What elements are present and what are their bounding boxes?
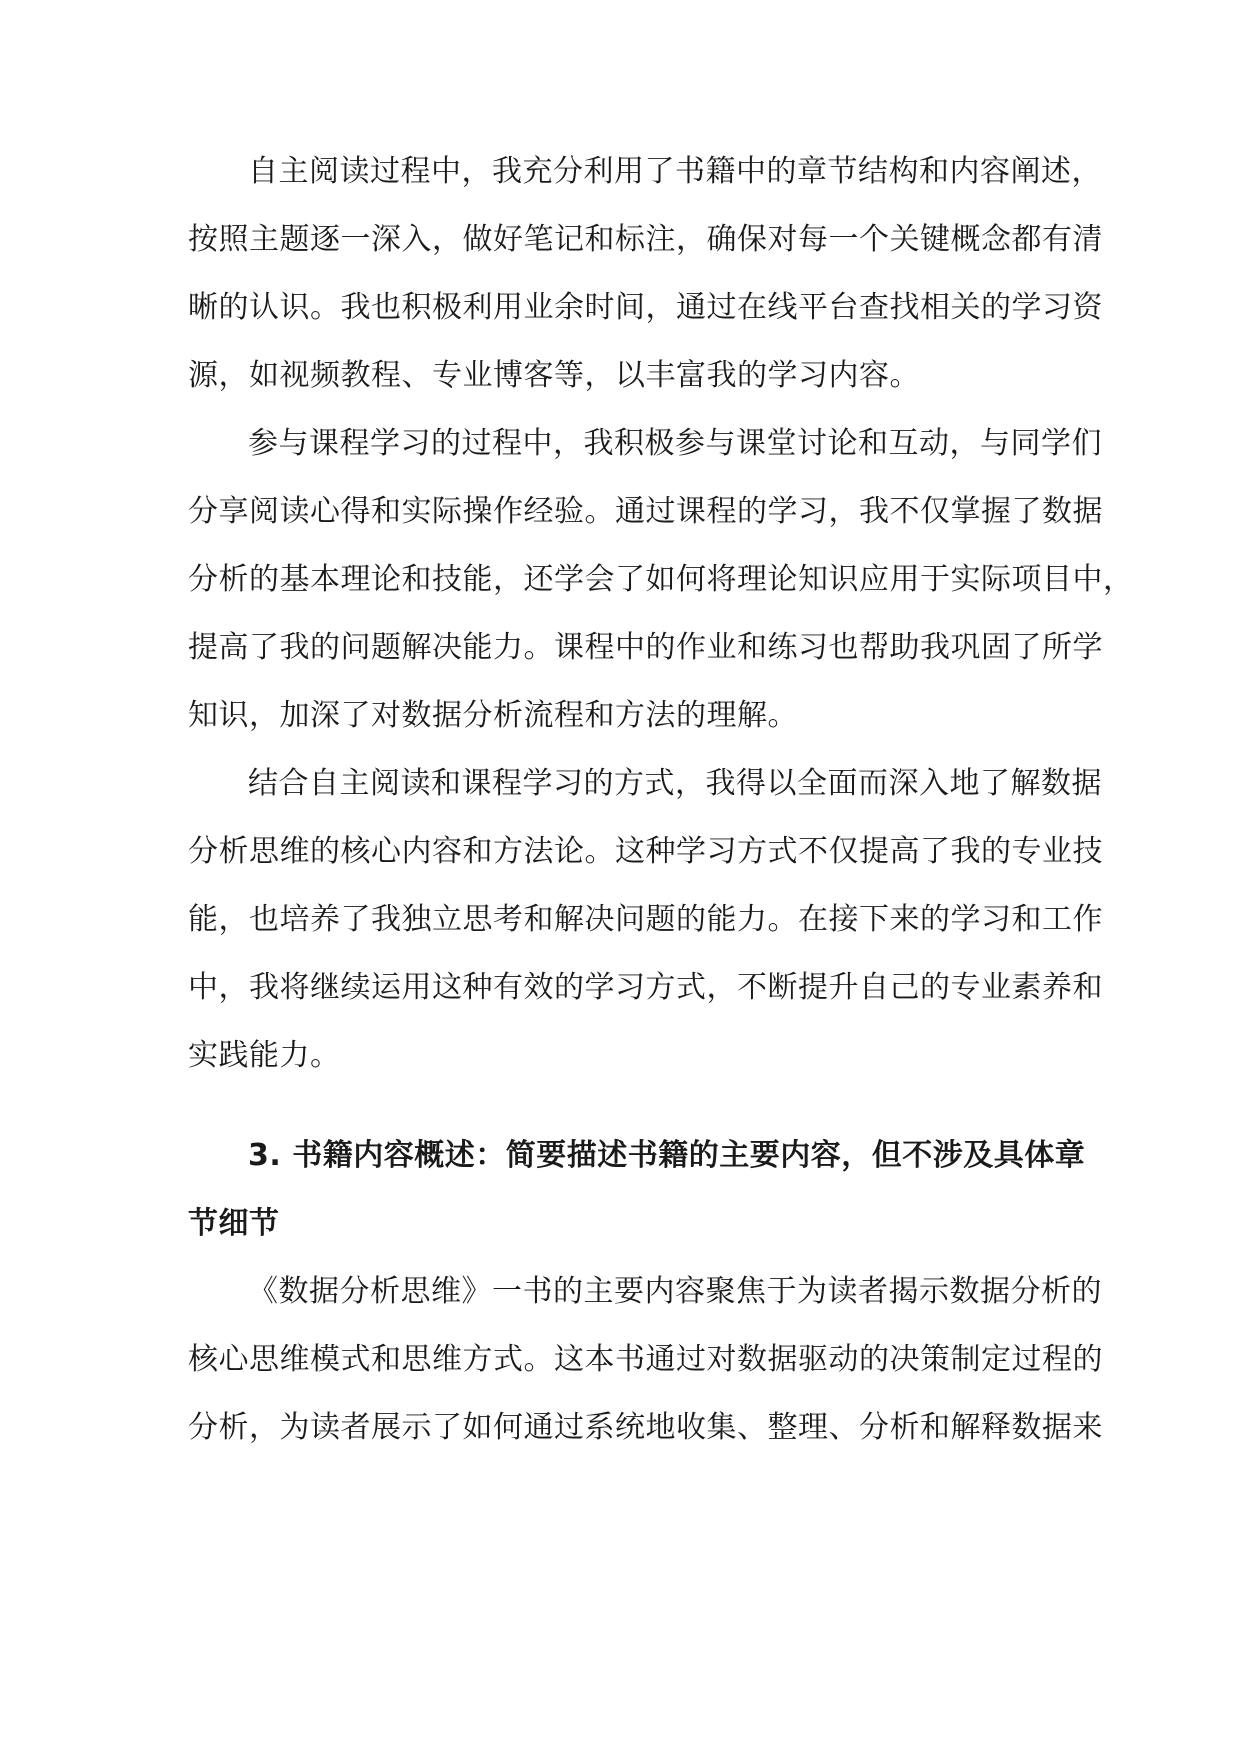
text-line: 参与课程学习的过程中，我积极参与课堂讨论和互动，与同学们: [248, 426, 1102, 461]
text-line: 能，也培养了我独立思考和解决问题的能力。在接下来的学习和工作: [188, 902, 1103, 937]
text-line: 实践能力。: [188, 1038, 341, 1073]
text-line: 按照主题逐一深入，做好笔记和标注，确保对每一个关键概念都有清: [188, 222, 1103, 257]
heading-line: 节细节: [188, 1206, 280, 1241]
text-line: 结合自主阅读和课程学习的方式，我得以全面而深入地了解数据: [248, 766, 1102, 801]
text-line: 核心思维模式和思维方式。这本书通过对数据驱动的决策制定过程的: [188, 1342, 1103, 1377]
text-line: 《数据分析思维》一书的主要内容聚焦于为读者揭示数据分析的: [248, 1274, 1102, 1309]
text-line: 自主阅读过程中，我充分利用了书籍中的章节结构和内容阐述，: [248, 154, 1102, 189]
section-heading: [188, 1122, 1086, 1258]
text-line: 中，我将继续运用这种有效的学习方式，不断提升自己的专业素养和: [188, 970, 1103, 1005]
text-line: 晰的认识。我也积极利用业余时间，通过在线平台查找相关的学习资: [188, 290, 1103, 325]
paragraph-book-overview: [188, 1258, 1103, 1462]
text-line: 分享阅读心得和实际操作经验。通过课程的学习，我不仅掌握了数据: [188, 494, 1103, 529]
text-line: 提高了我的问题解决能力。课程中的作业和练习也帮助我巩固了所学: [188, 630, 1103, 665]
paragraph-course-learning: [188, 410, 1134, 750]
text-line: 源，如视频教程、专业博客等，以丰富我的学习内容。: [188, 358, 920, 393]
paragraph-combined-approach: [188, 750, 1103, 1090]
paragraph-self-reading: [188, 138, 1103, 410]
text-line: 分析思维的核心内容和方法论。这种学习方式不仅提高了我的专业技: [188, 834, 1103, 869]
text-line: 分析，为读者展示了如何通过系统地收集、整理、分析和解释数据来: [188, 1410, 1103, 1445]
heading-line: 3. 书籍内容概述：简要描述书籍的主要内容，但不涉及具体章: [248, 1138, 1086, 1173]
document-page: [188, 138, 1134, 1462]
text-line: 知识，加深了对数据分析流程和方法的理解。: [188, 698, 798, 733]
text-line: 分析的基本理论和技能，还学会了如何将理论知识应用于实际项目中，: [188, 562, 1134, 597]
